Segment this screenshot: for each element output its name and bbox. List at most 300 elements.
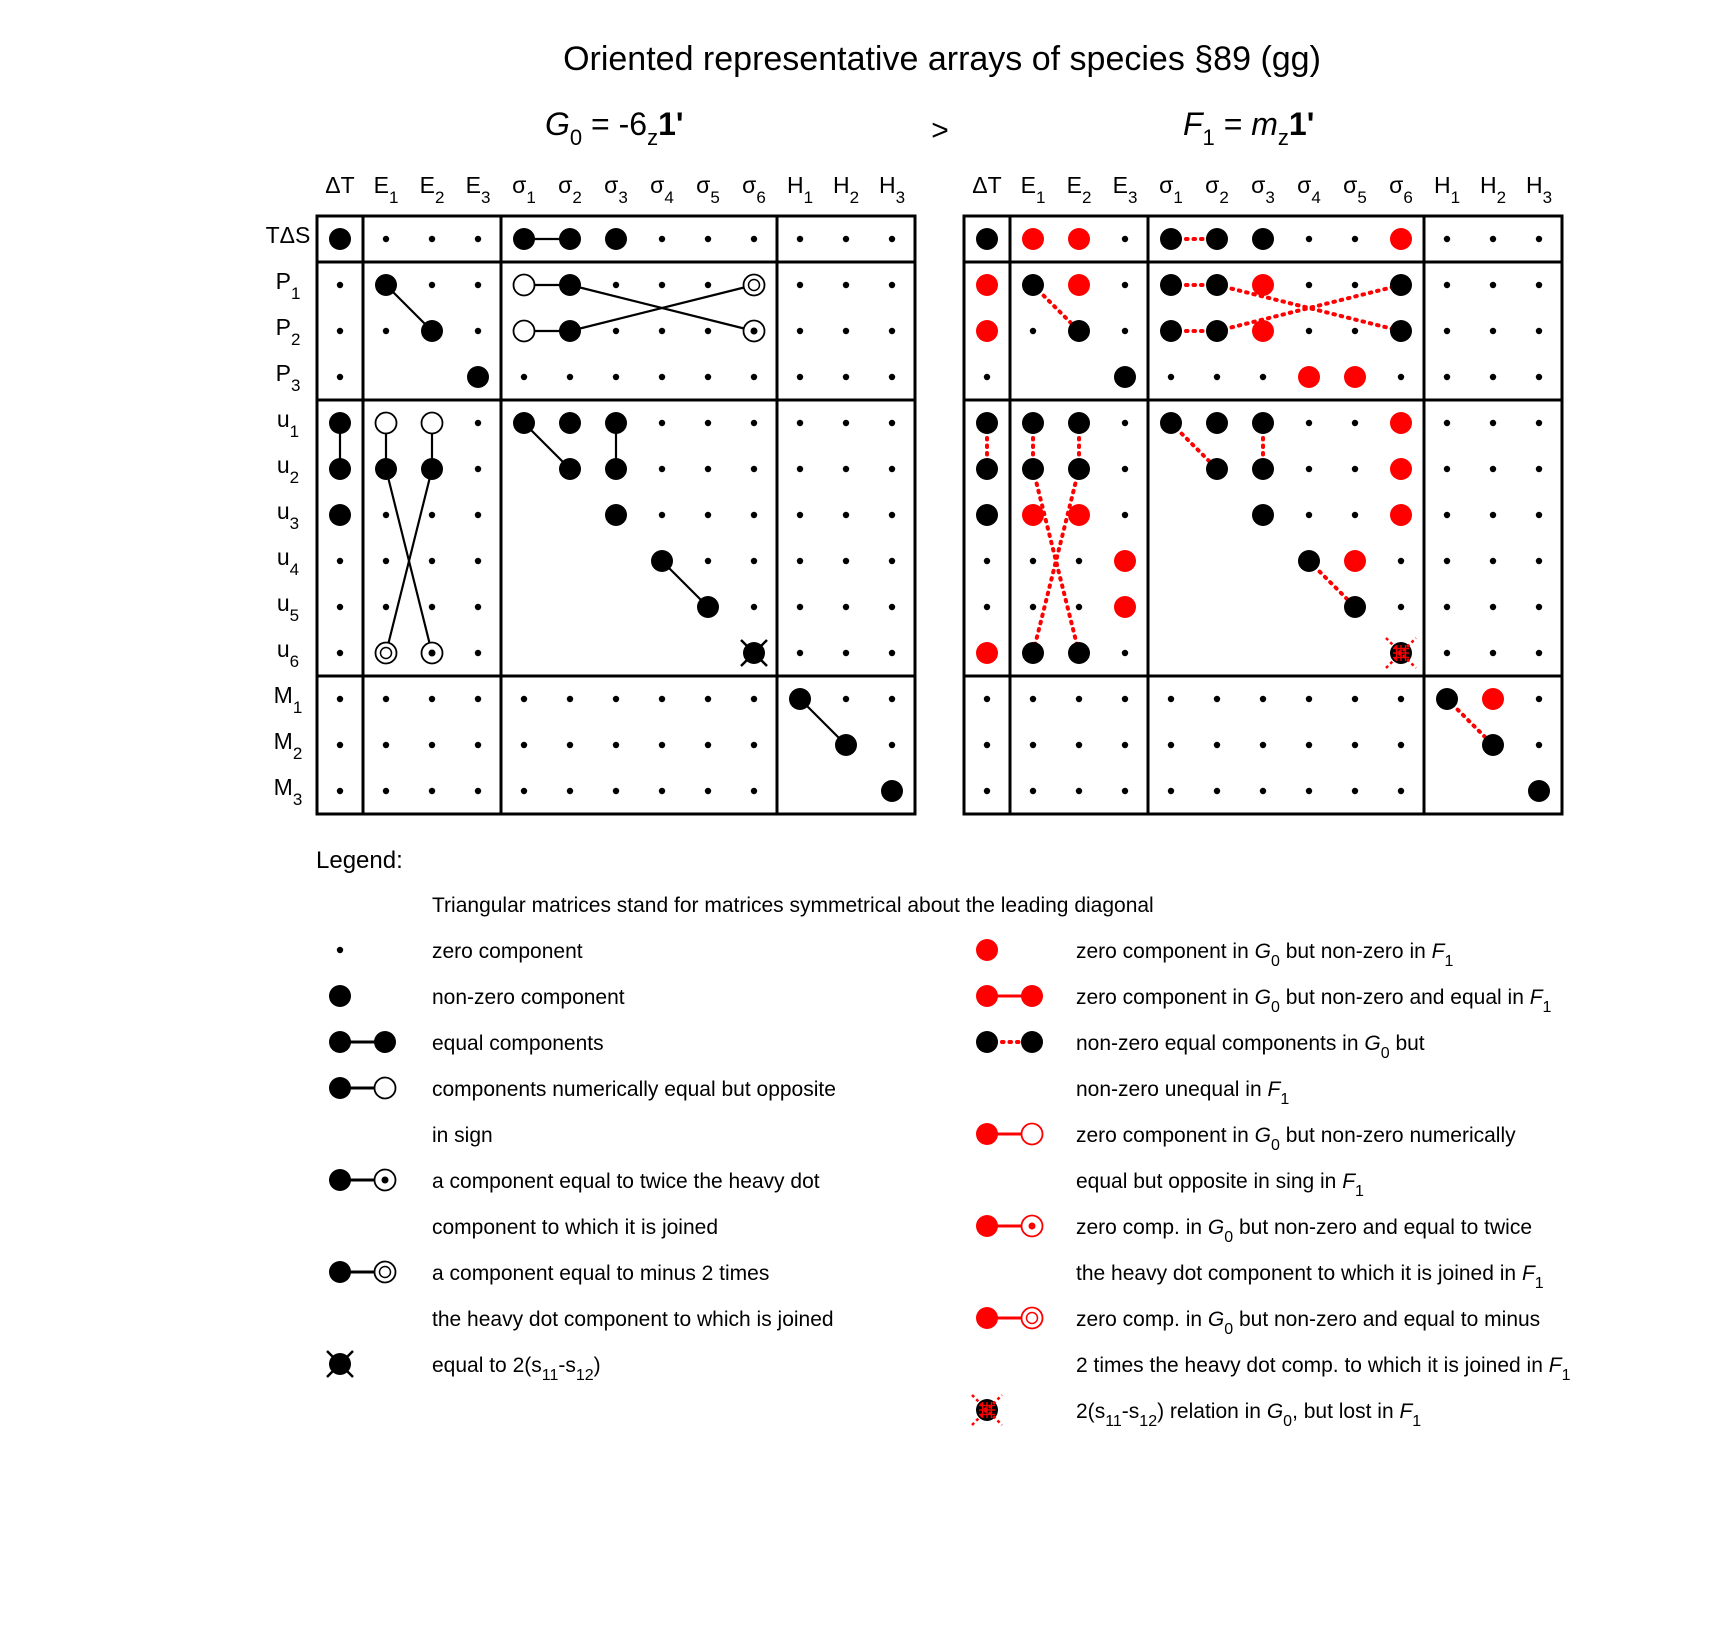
legend-left-item-6-symbol (327, 1351, 353, 1377)
right-cell-r11-c4 (1168, 742, 1174, 748)
left-cell-r6-c11 (843, 512, 849, 518)
left-cell-r11-c8 (705, 742, 711, 748)
legend-left-item-2-symbol-a (329, 1031, 351, 1053)
right-cell-r8-c12 (1536, 604, 1542, 610)
left-col-header-9: $\sigma_6$ (742, 172, 766, 207)
right-cell-r0-c1 (1022, 228, 1044, 250)
legend-left-item-1-symbol (329, 985, 351, 1007)
right-cell-r0-c3 (1122, 236, 1128, 242)
legend-left-item-3-symbol (329, 1077, 396, 1099)
right-cell-r8-c11 (1490, 604, 1496, 610)
right-cell-r10-c6 (1260, 696, 1266, 702)
left-col-header-7: $\sigma_4$ (650, 172, 674, 207)
right-cell-r3-c12 (1536, 374, 1542, 380)
right-cell-r6-c11 (1490, 512, 1496, 518)
left-cell-r5-c3 (475, 466, 481, 472)
right-cell-r4-c12 (1536, 420, 1542, 426)
legend-left-item-4-symbol (329, 1169, 396, 1191)
left-cell-r8-c2 (429, 604, 435, 610)
right-cell-r3-c3 (1114, 366, 1136, 388)
legend-right-item-4-symbol-a (976, 1215, 998, 1237)
right-cell-r3-c8 (1344, 366, 1366, 388)
right-cell-r5-c8 (1352, 466, 1358, 472)
right-cell-r3-c11 (1490, 374, 1496, 380)
right-cell-r3-c4 (1168, 374, 1174, 380)
left-cell-r5-c6 (605, 458, 627, 480)
right-col-header-9: $\sigma_6$ (1389, 172, 1413, 207)
legend-left-item-3-text-1: in sign (432, 1124, 493, 1147)
left-cell-r8-c3 (475, 604, 481, 610)
right-cell-r4-c10 (1444, 420, 1450, 426)
right-cell-r5-c7 (1306, 466, 1312, 472)
right-cell-r9-c2 (1068, 642, 1090, 664)
left-cell-r12-c0 (337, 788, 343, 794)
legend-right-item-5-symbol (976, 1307, 1043, 1329)
left-cell-r10-c1 (383, 696, 389, 702)
right-col-header-1: $E_1$ (1020, 172, 1046, 207)
legend-note: Triangular matrices stand for matrices symmetrical about the leading diagonal (432, 894, 1154, 917)
left-cell-r4-c11 (843, 420, 849, 426)
left-cell-r11-c11 (835, 734, 857, 756)
row-label-4: $u_1$ (276, 406, 300, 441)
diagram-title: Oriented representative arrays of species §89 (gg) (563, 40, 1321, 78)
left-cell-r0-c6 (605, 228, 627, 250)
right-cell-r8-c8 (1344, 596, 1366, 618)
right-cell-r11-c7 (1306, 742, 1312, 748)
legend-left-item-5-symbol (329, 1261, 396, 1283)
left-cell-r1-c6 (613, 282, 619, 288)
left-cell-r0-c12 (889, 236, 895, 242)
left-cell-r6-c12 (889, 512, 895, 518)
left-cell-r10-c0 (337, 696, 343, 702)
right-col-header-0: ΔT (972, 172, 1002, 198)
right-cell-r8-c9 (1398, 604, 1404, 610)
left-cell-r6-c1 (383, 512, 389, 518)
comparator-symbol: > (931, 114, 949, 147)
left-cell-r7-c10 (797, 558, 803, 564)
right-cell-r5-c12 (1536, 466, 1542, 472)
right-cell-r1-c12 (1536, 282, 1542, 288)
right-cell-r0-c11 (1490, 236, 1496, 242)
left-cell-r1-c4 (514, 275, 535, 296)
left-cell-r10-c10 (789, 688, 811, 710)
legend-left-item-5-symbol-a (329, 1261, 351, 1283)
left-col-header-4: $\sigma_1$ (512, 172, 536, 207)
left-cell-r5-c11 (843, 466, 849, 472)
right-col-header-2: $E_2$ (1066, 172, 1092, 207)
right-cell-r4-c2 (1068, 412, 1090, 434)
left-cell-r7-c12 (889, 558, 895, 564)
left-cell-r9-c2 (422, 643, 443, 664)
right-cell-r11-c6 (1260, 742, 1266, 748)
left-cell-r2-c8 (705, 328, 711, 334)
right-cell-r2-c8 (1352, 328, 1358, 334)
right-cell-r2-c6 (1252, 320, 1274, 342)
right-cell-r3-c5 (1214, 374, 1220, 380)
right-col-header-11: $H_2$ (1479, 172, 1507, 207)
right-cell-r12-c8 (1352, 788, 1358, 794)
left-cell-r11-c4 (521, 742, 527, 748)
left-cell-r10-c8 (705, 696, 711, 702)
left-cell-r12-c6 (613, 788, 619, 794)
legend-left-item-0-symbol (337, 947, 343, 953)
right-property-matrix (964, 172, 1562, 814)
left-cell-r11-c5 (567, 742, 573, 748)
left-cell-r6-c2 (429, 512, 435, 518)
left-cell-r2-c9 (744, 321, 765, 342)
row-label-1: $P_1$ (275, 268, 301, 303)
legend-right-item-0-text-0: zero component in $G_0$ but non-zero in $F_1$ (1076, 940, 1454, 970)
right-cell-r7-c3 (1114, 550, 1136, 572)
right-col-header-3: $E_3$ (1112, 172, 1138, 207)
right-cell-r1-c3 (1122, 282, 1128, 288)
left-cell-r4-c1 (376, 413, 397, 434)
left-cell-r4-c12 (889, 420, 895, 426)
left-cell-r4-c6 (605, 412, 627, 434)
left-cell-r8-c10 (797, 604, 803, 610)
right-cell-r10-c3 (1122, 696, 1128, 702)
right-cell-r6-c7 (1306, 512, 1312, 518)
left-cell-r3-c6 (613, 374, 619, 380)
left-cell-r2-c2 (421, 320, 443, 342)
right-cell-r4-c1 (1022, 412, 1044, 434)
right-cell-r1-c2 (1068, 274, 1090, 296)
legend-left-item-1-symbol-mark (329, 985, 351, 1007)
right-cell-r7-c8 (1344, 550, 1366, 572)
left-cell-r1-c10 (797, 282, 803, 288)
right-cell-r12-c5 (1214, 788, 1220, 794)
row-label-12: $M_3$ (273, 774, 303, 809)
right-cell-r1-c10 (1444, 282, 1450, 288)
right-cell-r6-c0 (976, 504, 998, 526)
left-cell-r10-c6 (613, 696, 619, 702)
right-cell-r1-c9 (1390, 274, 1412, 296)
right-cell-r4-c3 (1122, 420, 1128, 426)
right-cell-r11-c1 (1030, 742, 1036, 748)
right-col-header-6: $\sigma_3$ (1251, 172, 1275, 207)
legend-left-item-4-text-0: a component equal to twice the heavy dot (432, 1170, 820, 1193)
left-cell-r10-c3 (475, 696, 481, 702)
right-cell-r8-c0 (984, 604, 990, 610)
left-cell-r0-c11 (843, 236, 849, 242)
left-group-symbol: $G_0 = -6_z1'$ (545, 106, 684, 150)
left-cell-r9-c0 (337, 650, 343, 656)
right-col-header-10: $H_1$ (1433, 172, 1461, 207)
left-cell-r7-c0 (337, 558, 343, 564)
row-label-11: $M_2$ (273, 728, 303, 763)
left-cell-r12-c4 (521, 788, 527, 794)
right-cell-r0-c0 (976, 228, 998, 250)
right-cell-r0-c9 (1390, 228, 1412, 250)
left-cell-r5-c1 (375, 458, 397, 480)
left-cell-r3-c0 (337, 374, 343, 380)
right-cell-r12-c1 (1030, 788, 1036, 794)
right-cell-r7-c0 (984, 558, 990, 564)
left-cell-r0-c0 (329, 228, 351, 250)
right-cell-r5-c1 (1022, 458, 1044, 480)
left-cell-r12-c9 (751, 788, 757, 794)
left-cell-r2-c7 (659, 328, 665, 334)
left-cell-r12-c7 (659, 788, 665, 794)
right-cell-r7-c11 (1490, 558, 1496, 564)
right-cell-r6-c2 (1068, 504, 1090, 526)
left-cell-r11-c2 (429, 742, 435, 748)
left-cell-r8-c12 (889, 604, 895, 610)
right-cell-r10-c9 (1398, 696, 1404, 702)
legend-left-item-5-text-0: a component equal to minus 2 times (432, 1262, 770, 1285)
right-col-header-5: $\sigma_2$ (1205, 172, 1229, 207)
right-cell-r5-c9 (1390, 458, 1412, 480)
left-cell-r1-c5 (559, 274, 581, 296)
legend-right-item-1-symbol-a (976, 985, 998, 1007)
right-cell-r7-c12 (1536, 558, 1542, 564)
legend-left-item-4-text-1: component to which it is joined (432, 1216, 718, 1239)
right-cell-r10-c8 (1352, 696, 1358, 702)
left-cell-r6-c10 (797, 512, 803, 518)
row-label-0: TΔS (265, 222, 311, 248)
left-cell-r5-c2 (421, 458, 443, 480)
legend-left-item-0-text-0: zero component (432, 940, 583, 963)
left-cell-r6-c6 (605, 504, 627, 526)
left-cell-r1-c9 (744, 275, 765, 296)
right-cell-r3-c6 (1260, 374, 1266, 380)
left-cell-r7-c7 (651, 550, 673, 572)
left-cell-r0-c8 (705, 236, 711, 242)
right-cell-r9-c12 (1536, 650, 1542, 656)
right-col-header-8: $\sigma_5$ (1343, 172, 1367, 207)
right-cell-r0-c12 (1536, 236, 1542, 242)
right-cell-r12-c6 (1260, 788, 1266, 794)
left-cell-r12-c12 (881, 780, 903, 802)
legend-left-item-4-symbol-b (375, 1170, 396, 1191)
right-cell-r11-c11 (1482, 734, 1504, 756)
left-cell-r5-c9 (751, 466, 757, 472)
right-col-header-4: $\sigma_1$ (1159, 172, 1183, 207)
right-cell-r4-c7 (1306, 420, 1312, 426)
legend (316, 847, 1571, 1430)
legend-left-item-0-symbol-mark (337, 947, 343, 953)
left-col-header-6: $\sigma_3$ (604, 172, 628, 207)
row-label-8: $u_5$ (276, 590, 300, 625)
right-cell-r2-c3 (1122, 328, 1128, 334)
right-cell-r11-c8 (1352, 742, 1358, 748)
left-cell-r1-c1 (375, 274, 397, 296)
left-cell-r6-c0 (329, 504, 351, 526)
legend-right-item-3-text-1: equal but opposite in sing in $F_1$ (1076, 1170, 1364, 1200)
left-cell-r2-c12 (889, 328, 895, 334)
left-cell-r1-c7 (659, 282, 665, 288)
left-col-header-1: $E_1$ (373, 172, 399, 207)
legend-right-item-4-symbol (976, 1215, 1043, 1237)
row-label-7: $u_4$ (276, 544, 300, 579)
right-cell-r4-c11 (1490, 420, 1496, 426)
right-cell-r10-c2 (1076, 696, 1082, 702)
left-cell-r0-c9 (751, 236, 757, 242)
left-cell-r3-c12 (889, 374, 895, 380)
left-cell-r7-c2 (429, 558, 435, 564)
right-col-header-12: $H_3$ (1525, 172, 1553, 207)
right-cell-r7-c10 (1444, 558, 1450, 564)
legend-right-item-5-text-0: zero comp. in $G_0$ but non-zero and equal to minus (1076, 1308, 1541, 1338)
right-cell-r0-c8 (1352, 236, 1358, 242)
row-label-3: $P_3$ (275, 360, 301, 395)
right-cell-r2-c10 (1444, 328, 1450, 334)
legend-right-item-6-symbol (972, 1395, 1002, 1425)
right-cell-r10-c5 (1214, 696, 1220, 702)
left-cell-r5-c7 (659, 466, 665, 472)
right-cell-r10-c7 (1306, 696, 1312, 702)
right-cell-r7-c9 (1398, 558, 1404, 564)
left-cell-r11-c9 (751, 742, 757, 748)
left-cell-r2-c0 (337, 328, 343, 334)
left-cell-r10-c7 (659, 696, 665, 702)
left-cell-r2-c1 (383, 328, 389, 334)
left-cell-r4-c2 (422, 413, 443, 434)
left-cell-r6-c9 (751, 512, 757, 518)
right-cell-r1-c1 (1022, 274, 1044, 296)
left-cell-r8-c0 (337, 604, 343, 610)
left-property-matrix (266, 172, 915, 814)
right-cell-r4-c0 (976, 412, 998, 434)
left-cell-r9-c11 (843, 650, 849, 656)
left-cell-r9-c10 (797, 650, 803, 656)
left-cell-r0-c10 (797, 236, 803, 242)
right-cell-r6-c3 (1122, 512, 1128, 518)
right-cell-r6-c9 (1390, 504, 1412, 526)
left-cell-r9-c3 (475, 650, 481, 656)
right-cell-r8-c10 (1444, 604, 1450, 610)
right-cell-r11-c9 (1398, 742, 1404, 748)
left-cell-r12-c2 (429, 788, 435, 794)
left-cell-r3-c10 (797, 374, 803, 380)
left-cell-r4-c7 (659, 420, 665, 426)
right-cell-r0-c7 (1306, 236, 1312, 242)
legend-left-item-6-symbol-mark (327, 1351, 353, 1377)
left-cell-r6-c7 (659, 512, 665, 518)
right-cell-r12-c0 (984, 788, 990, 794)
legend-right-item-1-symbol-b (1021, 985, 1043, 1007)
right-cell-r2-c4 (1160, 320, 1182, 342)
left-cell-r1-c3 (475, 282, 481, 288)
right-cell-r7-c7 (1298, 550, 1320, 572)
right-cell-r9-c11 (1490, 650, 1496, 656)
left-cell-r4-c8 (705, 420, 711, 426)
right-cell-r0-c10 (1444, 236, 1450, 242)
right-cell-r1-c4 (1160, 274, 1182, 296)
legend-right-item-5-symbol-a (976, 1307, 998, 1329)
right-cell-r2-c0 (976, 320, 998, 342)
left-cell-r1-c11 (843, 282, 849, 288)
left-cell-r7-c8 (705, 558, 711, 564)
right-cell-r6-c1 (1022, 504, 1044, 526)
left-cell-r2-c11 (843, 328, 849, 334)
left-cell-r11-c3 (475, 742, 481, 748)
legend-right-item-4-text-1: the heavy dot component to which it is joined in $F_1$ (1076, 1262, 1544, 1292)
left-cell-r10-c5 (567, 696, 573, 702)
left-cell-r0-c1 (383, 236, 389, 242)
left-cell-r0-c3 (475, 236, 481, 242)
left-cell-r2-c6 (613, 328, 619, 334)
legend-right-item-3-symbol (976, 1123, 1043, 1145)
right-cell-r2-c12 (1536, 328, 1542, 334)
right-cell-r9-c0 (976, 642, 998, 664)
right-cell-r10-c1 (1030, 696, 1036, 702)
right-cell-r4-c8 (1352, 420, 1358, 426)
left-cell-r10-c2 (429, 696, 435, 702)
left-cell-r1-c2 (429, 282, 435, 288)
left-cell-r9-c9 (741, 640, 767, 666)
right-cell-r0-c5 (1206, 228, 1228, 250)
right-cell-r12-c3 (1122, 788, 1128, 794)
right-cell-r5-c3 (1122, 466, 1128, 472)
right-cell-r9-c3 (1122, 650, 1128, 656)
left-cell-r7-c9 (751, 558, 757, 564)
right-cell-r10-c10 (1436, 688, 1458, 710)
left-cell-r6-c3 (475, 512, 481, 518)
legend-right-item-0-symbol-mark (976, 939, 998, 961)
left-cell-r6-c8 (705, 512, 711, 518)
legend-left-item-3-symbol-a (329, 1077, 351, 1099)
left-cell-r9-c12 (889, 650, 895, 656)
right-group-symbol: $F_1 = m_z1'$ (1183, 106, 1315, 150)
left-cell-r2-c10 (797, 328, 803, 334)
right-cell-r11-c0 (984, 742, 990, 748)
left-cell-r4-c9 (751, 420, 757, 426)
right-cell-r2-c7 (1306, 328, 1312, 334)
row-label-6: $u_3$ (276, 498, 300, 533)
left-col-header-10: $H_1$ (786, 172, 814, 207)
row-label-10: $M_1$ (273, 682, 303, 717)
left-cell-r11-c1 (383, 742, 389, 748)
left-cell-r4-c10 (797, 420, 803, 426)
right-cell-r1-c0 (976, 274, 998, 296)
left-cell-r2-c5 (559, 320, 581, 342)
legend-left-item-2-symbol-b (374, 1031, 396, 1053)
legend-right-item-2-text-1: non-zero unequal in $F_1$ (1076, 1078, 1290, 1108)
left-cell-r4-c0 (329, 412, 351, 434)
left-cell-r8-c8 (697, 596, 719, 618)
left-cell-r12-c3 (475, 788, 481, 794)
left-col-header-11: $H_2$ (832, 172, 860, 207)
right-cell-r6-c8 (1352, 512, 1358, 518)
left-cell-r12-c5 (567, 788, 573, 794)
right-cell-r12-c4 (1168, 788, 1174, 794)
right-cell-r1-c6 (1252, 274, 1274, 296)
legend-right-item-1-text-0: zero component in $G_0$ but non-zero and equal in $F_1$ (1076, 986, 1552, 1016)
right-cell-r1-c7 (1306, 282, 1312, 288)
left-col-header-2: $E_2$ (419, 172, 445, 207)
right-cell-r5-c2 (1068, 458, 1090, 480)
left-cell-r11-c0 (337, 742, 343, 748)
right-cell-r8-c2 (1076, 604, 1082, 610)
left-cell-r5-c8 (705, 466, 711, 472)
legend-right-item-5-text-1: 2 times the heavy dot comp. to which it is joined in $F_1$ (1076, 1354, 1571, 1384)
right-cell-r7-c2 (1076, 558, 1082, 564)
legend-right-item-0-symbol (976, 939, 998, 961)
legend-right-item-2-symbol-b (1021, 1031, 1043, 1053)
right-links (987, 239, 1493, 745)
right-cell-r2-c1 (1030, 328, 1036, 334)
right-cell-r11-c5 (1214, 742, 1220, 748)
right-cell-r1-c8 (1352, 282, 1358, 288)
right-cell-r5-c11 (1490, 466, 1496, 472)
legend-right-item-3-text-0: zero component in $G_0$ but non-zero numerically (1076, 1124, 1516, 1154)
left-cell-r7-c1 (383, 558, 389, 564)
left-cell-r8-c11 (843, 604, 849, 610)
right-cell-r6-c10 (1444, 512, 1450, 518)
right-cell-r2-c5 (1206, 320, 1228, 342)
left-cell-r11-c12 (889, 742, 895, 748)
